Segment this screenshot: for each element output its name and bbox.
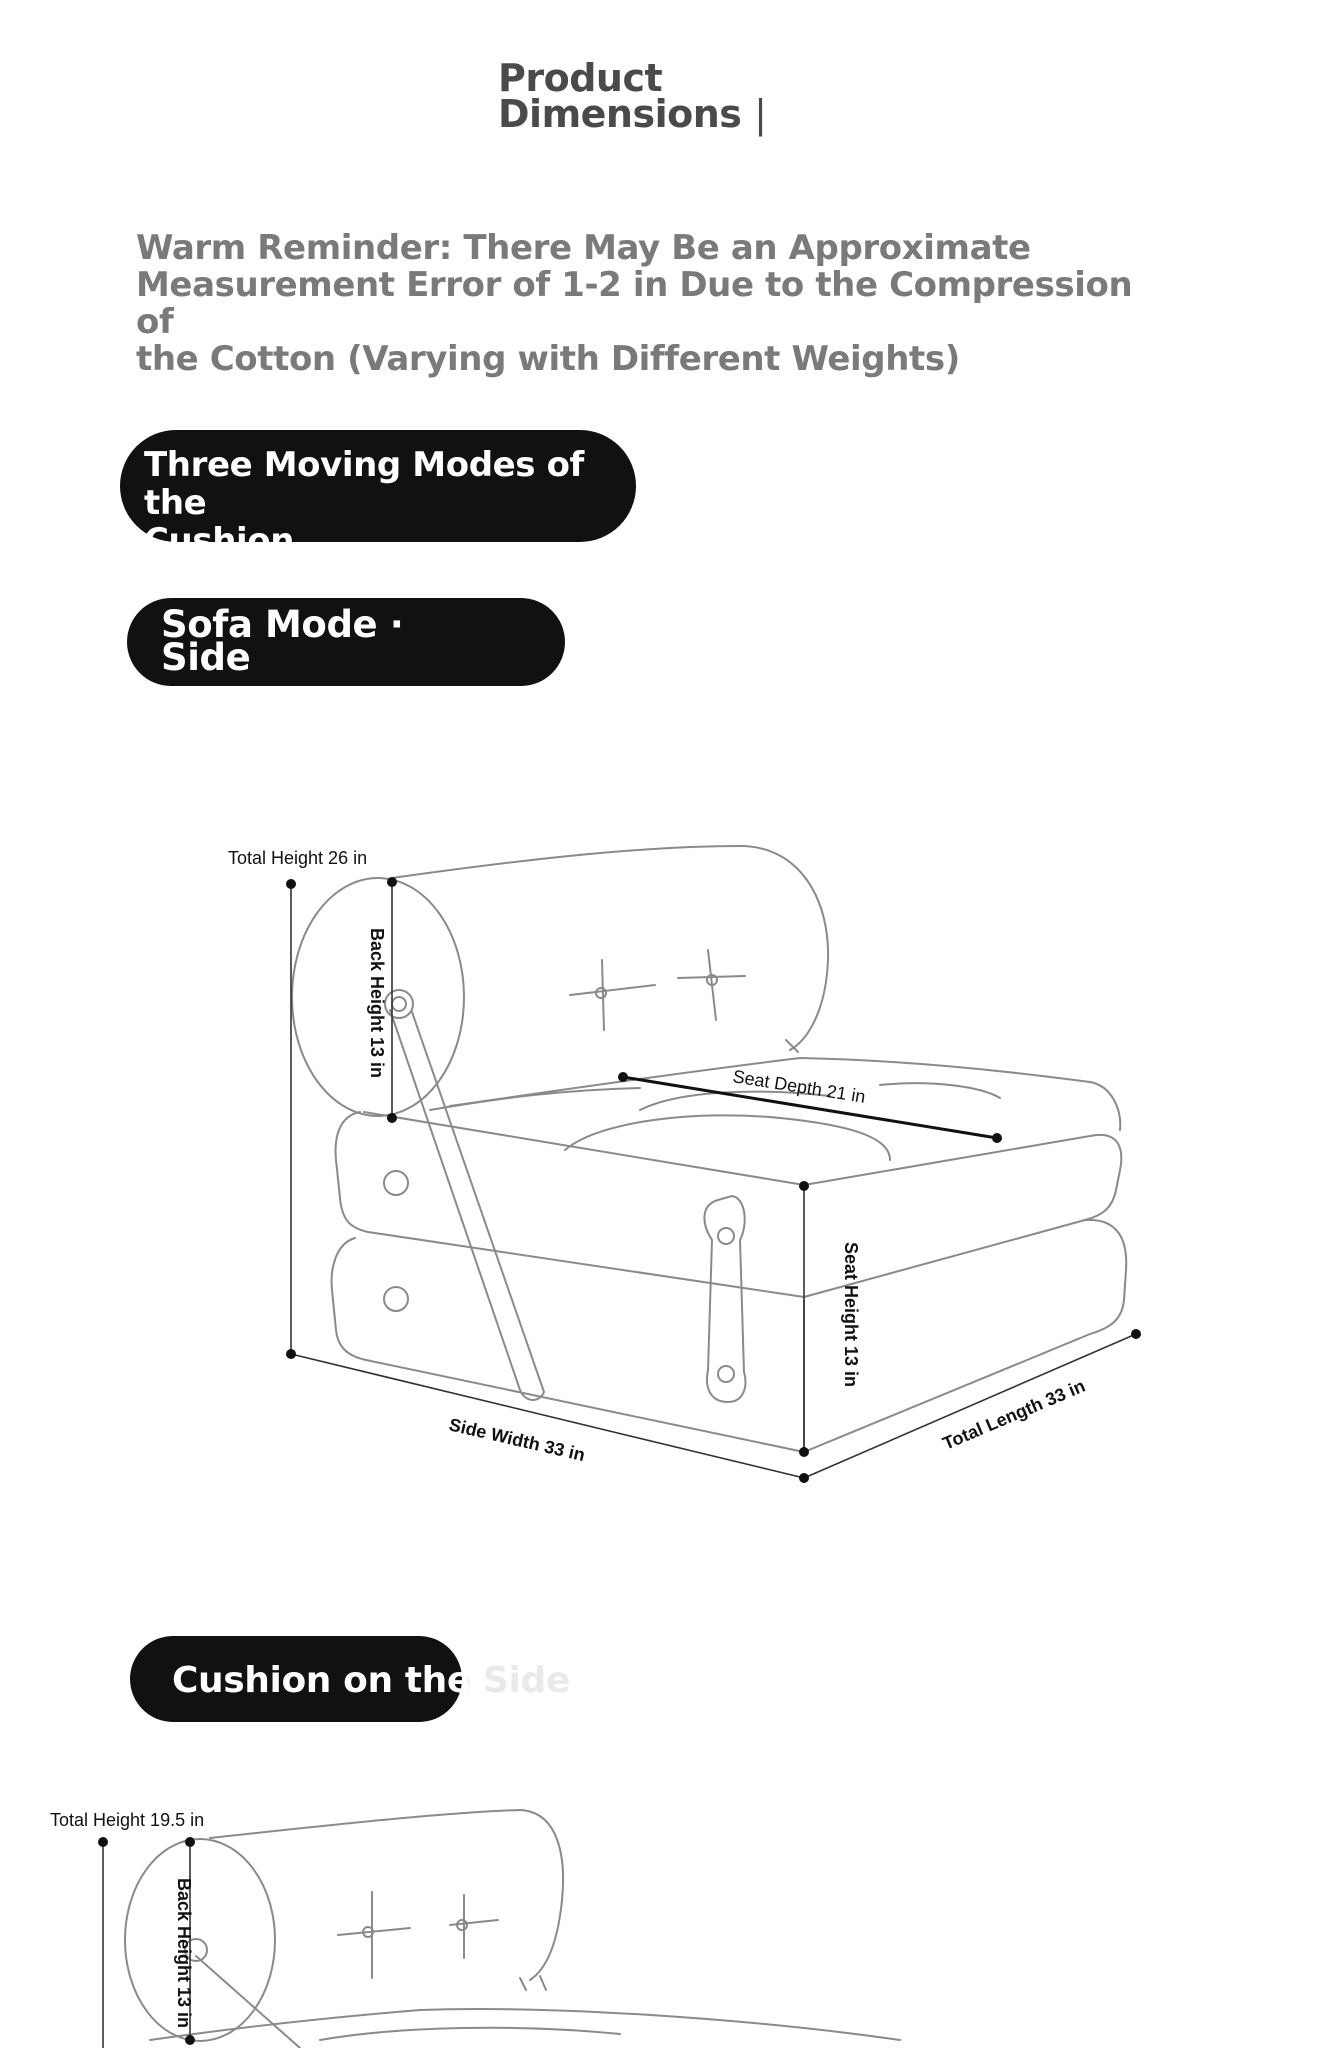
dot-seat-height-bottom <box>799 1447 809 1457</box>
cushion-roll-body <box>210 1810 563 1980</box>
sofa-roll-ring-outer <box>385 990 413 1018</box>
sofa-lower-button <box>384 1287 408 1311</box>
warm-reminder-line-3: the Cotton (Varying with Different Weights) <box>136 339 960 379</box>
modes-heading-line-1: Three Moving Modes of the <box>144 445 584 523</box>
warm-reminder-line-2: Measurement Error of 1-2 in Due to the Compression of <box>136 265 1133 342</box>
sofa-mode-heading-line-2: Side <box>161 636 251 679</box>
cushion-roll-tufts <box>338 1892 498 1978</box>
sofa-roll-button-1 <box>596 988 606 998</box>
dot-total-length-end <box>1131 1329 1141 1339</box>
sofa-upper-top-front-edge <box>364 1112 804 1185</box>
dot-total-height-bottom <box>286 1349 296 1359</box>
sofa-roll-bottom <box>430 1088 640 1110</box>
label-total-length: Total Length 33 in <box>939 1375 1089 1454</box>
sofa-dimension-dots <box>286 877 1141 1483</box>
sofa-handle-rivet-bottom <box>718 1366 734 1382</box>
page-title-line-2-text: Dimensions <box>498 92 742 136</box>
text-cursor: | <box>754 92 767 136</box>
sofa-seat-tuft-3 <box>880 1083 1000 1098</box>
cushion-strap <box>196 1956 300 2048</box>
label-seat-depth: Seat Depth 21 in <box>731 1066 867 1107</box>
sofa-upper-button <box>384 1171 408 1195</box>
sofa-upper-front-left <box>336 1112 804 1297</box>
label-seat-height: Seat Height 13 in <box>841 1242 861 1388</box>
page-title-line-1: Product <box>498 56 663 100</box>
modes-heading-line-2: Cushion <box>144 521 295 561</box>
dot-cushion-back-height-top <box>185 1837 195 1847</box>
sofa-mode-heading-line-1: Sofa Mode · <box>161 603 404 646</box>
sofa-roll-ring-inner <box>392 997 406 1011</box>
dot-cushion-total-height-top <box>98 1837 108 1847</box>
cushion-side-heading-label: Cushion on the Side <box>172 1660 570 1701</box>
label-total-height: Total Height 26 in <box>228 848 368 868</box>
dot-cushion-back-height-bottom <box>185 2035 195 2045</box>
warm-reminder-line-1: Warm Reminder: There May Be an Approximate <box>136 228 1031 268</box>
dot-seat-height-top <box>799 1181 809 1191</box>
label-cushion-back-height: Back Height 13 in <box>174 1878 194 2029</box>
sofa-line-art <box>292 846 1126 1452</box>
dot-seat-depth-end <box>992 1133 1002 1143</box>
dot-side-width-end <box>799 1473 809 1483</box>
dot-total-height-top <box>286 879 296 889</box>
dot-seat-depth-start <box>618 1072 628 1082</box>
sofa-lower-front-left <box>332 1238 804 1452</box>
dot-back-height-bottom <box>387 1113 397 1123</box>
label-cushion-total-height: Total Height 19.5 in <box>50 1810 205 1830</box>
label-back-height: Back Height 13 in <box>367 928 387 1079</box>
label-side-width: Side Width 33 in <box>447 1414 587 1466</box>
sofa-dimension-lines <box>291 882 1136 1478</box>
sofa-handle-rivet-top <box>718 1228 734 1244</box>
sofa-side-handle <box>704 1196 745 1402</box>
sofa-diagonal-strap <box>390 1010 544 1400</box>
dot-back-height-top <box>387 877 397 887</box>
cushion-line-art <box>125 1810 900 2048</box>
side-width-line <box>291 1354 804 1478</box>
cushion-seat-tuft <box>320 2028 620 2040</box>
